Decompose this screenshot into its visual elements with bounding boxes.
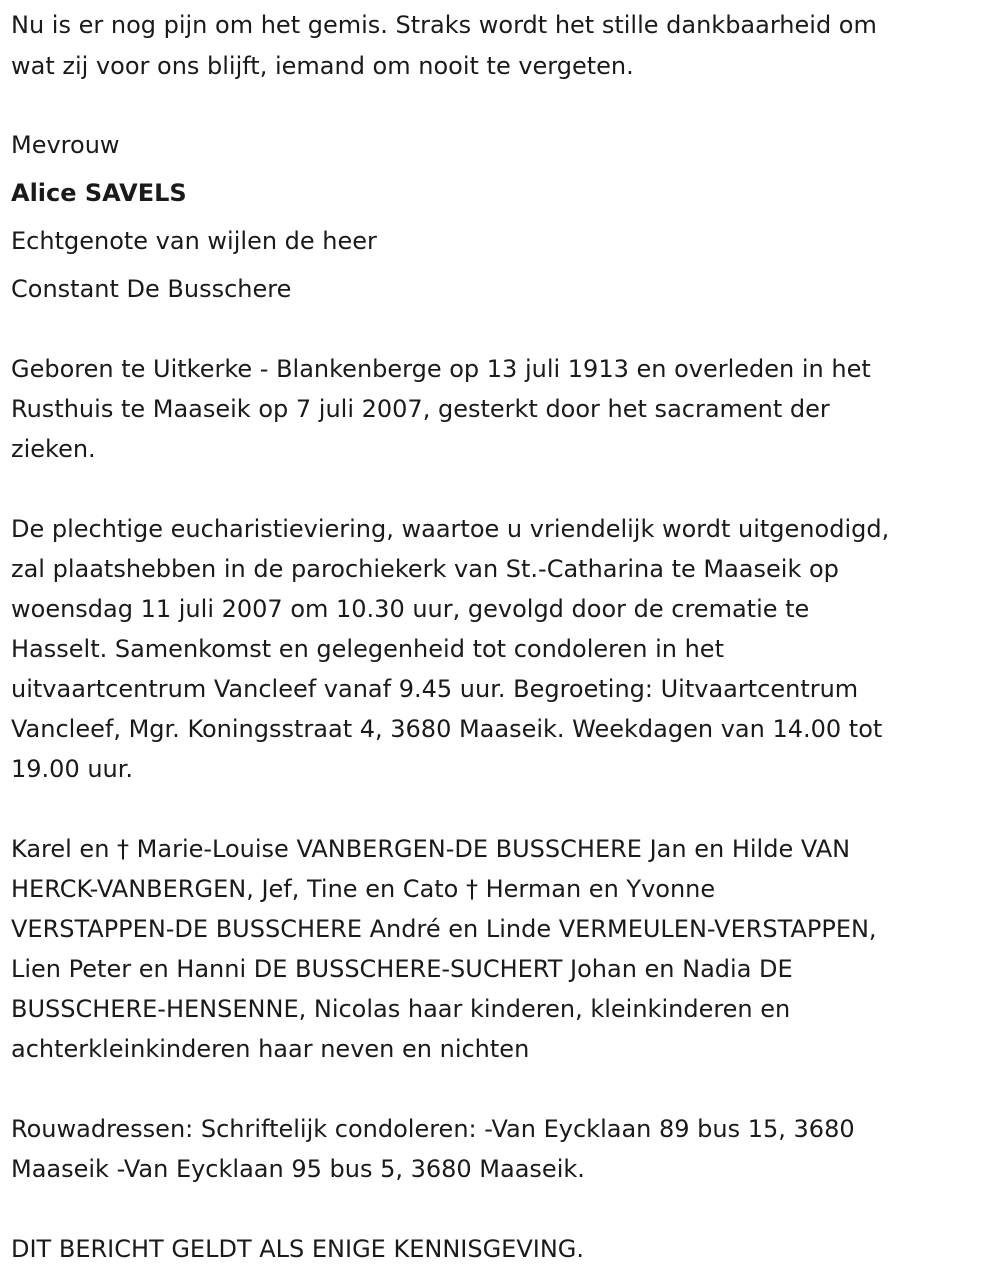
family-line: Lien Peter en Hanni DE BUSSCHERE-SUCHERT Johan en Nadia DE bbox=[11, 955, 793, 983]
intro-line: wat zij voor ons blijft, iemand om nooit te vergeten. bbox=[11, 52, 634, 80]
ceremony-line: De plechtige eucharistieviering, waartoe u vriendelijk wordt uitgenodigd, bbox=[11, 515, 890, 543]
family-line: BUSSCHERE-HENSENNE, Nicolas haar kinderen, kleinkinderen en bbox=[11, 995, 791, 1023]
family-line: achterkleinkinderen haar neven en nichten bbox=[11, 1035, 530, 1063]
ceremony-line: woensdag 11 juli 2007 om 10.30 uur, gevolgd door de crematie te bbox=[11, 595, 810, 623]
deceased-title: Mevrouw bbox=[11, 131, 120, 159]
ceremony-line: zal plaatshebben in de parochiekerk van St.-Catharina te Maaseik op bbox=[11, 555, 839, 583]
birth-death-line: Geboren te Uitkerke - Blankenberge op 13 juli 1913 en overleden in het bbox=[11, 355, 871, 383]
deceased-name: Alice SAVELS bbox=[11, 179, 187, 207]
birth-death-line: zieken. bbox=[11, 435, 96, 463]
address-line: Rouwadressen: Schriftelijk condoleren: -Van Eycklaan 89 bus 15, 3680 bbox=[11, 1115, 855, 1143]
family-line: HERCK-VANBERGEN, Jef, Tine en Cato † Herman en Yvonne bbox=[11, 875, 716, 903]
relation-line: Constant De Busschere bbox=[11, 275, 292, 303]
family-line: VERSTAPPEN-DE BUSSCHERE André en Linde VERMEULEN-VERSTAPPEN, bbox=[11, 915, 877, 943]
family-line: Karel en † Marie-Louise VANBERGEN-DE BUSSCHERE Jan en Hilde VAN bbox=[11, 835, 851, 863]
ceremony-line: 19.00 uur. bbox=[11, 755, 134, 783]
relation-line: Echtgenote van wijlen de heer bbox=[11, 227, 377, 255]
notice-text: DIT BERICHT GELDT ALS ENIGE KENNISGEVING. bbox=[11, 1235, 585, 1263]
birth-death-line: Rusthuis te Maaseik op 7 juli 2007, gesterkt door het sacrament der bbox=[11, 395, 830, 423]
address-line: Maaseik -Van Eycklaan 95 bus 5, 3680 Maaseik. bbox=[11, 1155, 585, 1183]
ceremony-line: uitvaartcentrum Vancleef vanaf 9.45 uur. Begroeting: Uitvaartcentrum bbox=[11, 675, 859, 703]
ceremony-line: Hasselt. Samenkomst en gelegenheid tot condoleren in het bbox=[11, 635, 724, 663]
intro-line: Nu is er nog pijn om het gemis. Straks wordt het stille dankbaarheid om bbox=[11, 11, 877, 39]
ceremony-line: Vancleef, Mgr. Koningsstraat 4, 3680 Maaseik. Weekdagen van 14.00 tot bbox=[11, 715, 883, 743]
